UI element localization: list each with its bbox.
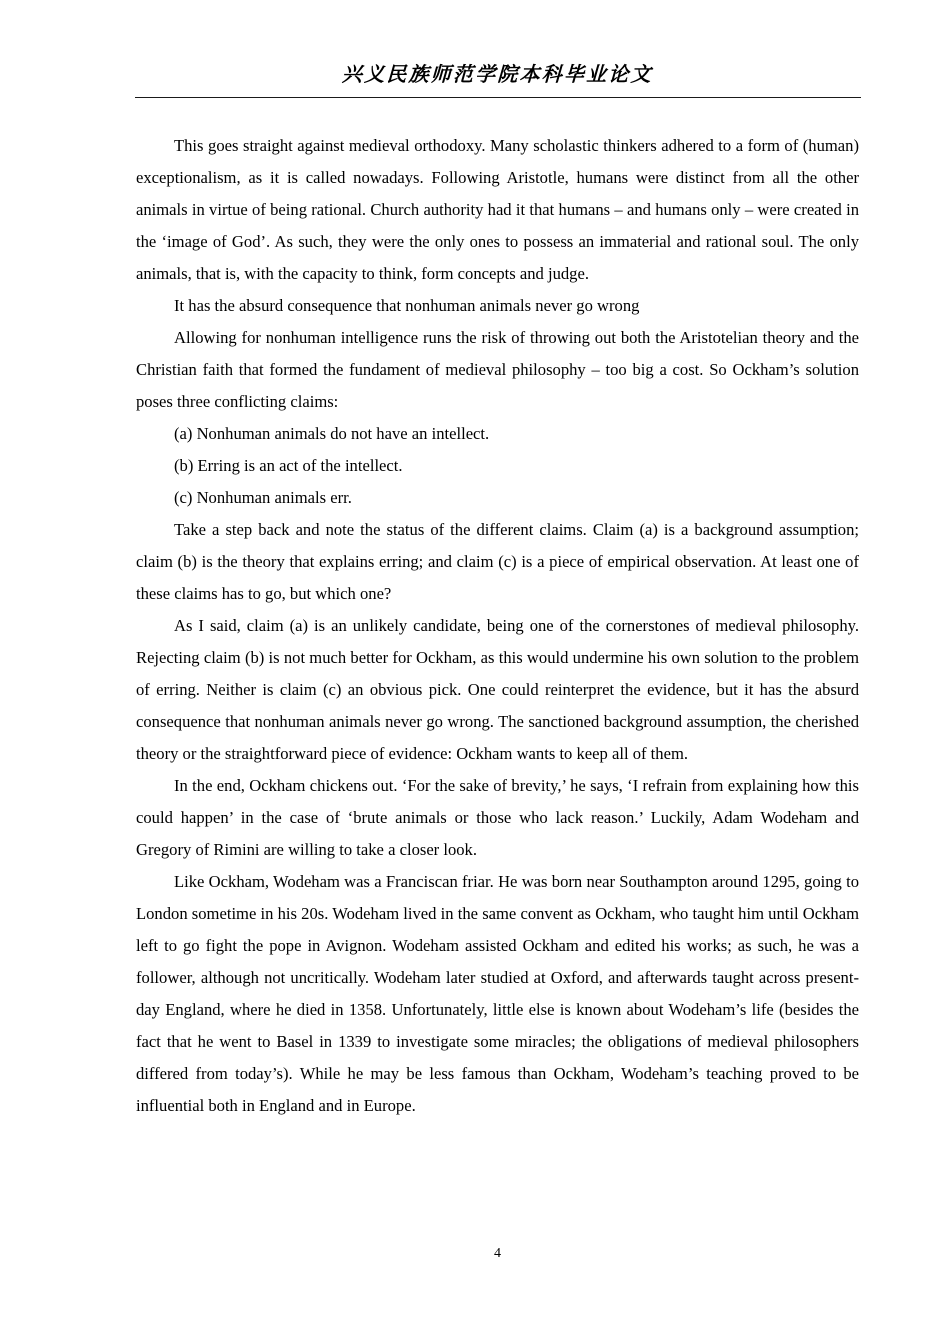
header-divider-rule	[135, 97, 861, 98]
claim-item-c: (c) Nonhuman animals err.	[174, 488, 352, 507]
paragraph: Allowing for nonhuman intelligence runs the risk of throwing out both the Aristotelian theory and the Christian faith that formed the fundament of medieval philosophy – too big a cost. So Ockham’s solution poses three conflicting claims:	[136, 328, 859, 411]
document-body	[136, 130, 859, 1122]
running-header	[135, 60, 860, 88]
claim-item-b: (b) Erring is an act of the intellect.	[174, 456, 403, 475]
claim-item-a: (a) Nonhuman animals do not have an intellect.	[174, 424, 490, 443]
paragraph: In the end, Ockham chickens out. ‘For the sake of brevity,’ he says, ‘I refrain from explaining how this could happen’ in the case of ‘brute animals or those who lack reason.’ Luckily, Adam Wodeham and Gregory of Rimini are willing to take a closer look.	[136, 776, 859, 859]
paragraph: This goes straight against medieval orthodoxy. Many scholastic thinkers adhered to a form of (human) exceptionalism, as it is called nowadays. Following Aristotle, humans were distinct from all the other animals in virtue of being rational. Church authority had it that humans – and humans only – were created in the ‘image of God’. As such, they were the only ones to possess an immaterial and rational soul. The only animals, that is, with the capacity to think, form concepts and judge.	[136, 136, 859, 283]
page-number: 4	[494, 1246, 501, 1261]
paragraph: Take a step back and note the status of the different claims. Claim (a) is a background assumption; claim (b) is the theory that explains erring; and claim (c) is a piece of empirical observation. At least one of these claims has to go, but which one?	[136, 520, 859, 603]
paragraph: As I said, claim (a) is an unlikely candidate, being one of the cornerstones of medieval philosophy. Rejecting claim (b) is not much better for Ockham, as this would undermine his own solution to the problem of erring. Neither is claim (c) an obvious pick. One could reinterpret the evidence, but it has the absurd consequence that nonhuman animals never go wrong. The sanctioned background assumption, the cherished theory or the straightforward piece of evidence: Ockham wants to keep all of them.	[136, 616, 859, 763]
paragraph: Like Ockham, Wodeham was a Franciscan friar. He was born near Southampton around 1295, going to London sometime in his 20s. Wodeham lived in the same convent as Ockham, who taught him until Ockham left to go fight the pope in Avignon. Wodeham assisted Ockham and edited his works; as such, he was a follower, although not uncritically. Wodeham later studied at Oxford, and afterwards taught across present-day England, where he died in 1358. Unfortunately, little else is known about Wodeham’s life (besides the fact that he went to Basel in 1339 to investigate some miracles; the obligations of medieval philosophers differed from today’s). While he may be less famous than Ockham, Wodeham’s teaching proved to be influential both in England and in Europe.	[136, 872, 859, 1115]
header-title: 兴义民族师范学院本科毕业论文	[341, 62, 654, 86]
paragraph: It has the absurd consequence that nonhuman animals never go wrong	[174, 296, 640, 315]
page-footer	[136, 1244, 859, 1263]
